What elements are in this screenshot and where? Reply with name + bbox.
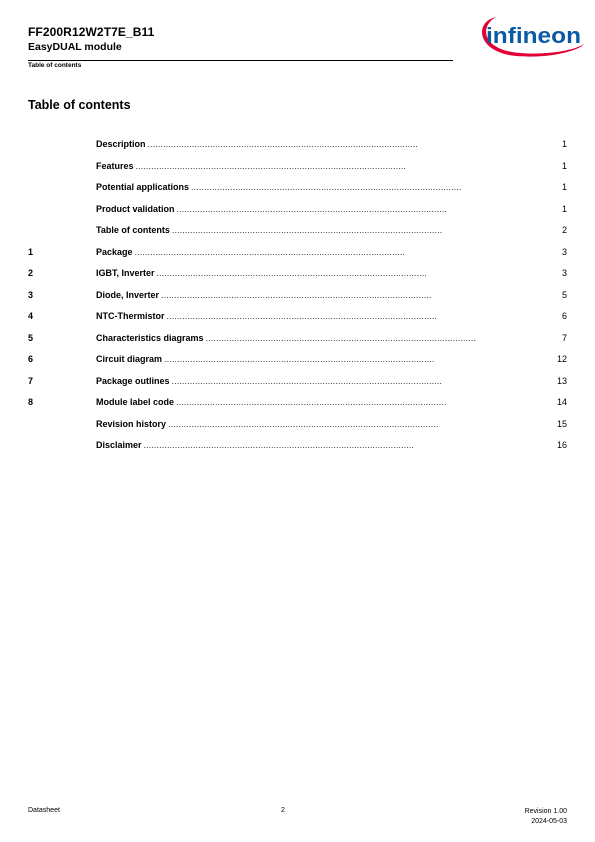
toc-dot-leader: [161, 287, 560, 303]
toc-entry-page[interactable]: 12: [556, 354, 567, 364]
toc-entry-label[interactable]: Package outlines: [96, 375, 170, 386]
toc-entry-label[interactable]: Circuit diagram: [96, 354, 163, 364]
toc-entry-line: [96, 287, 567, 303]
footer-page-number: 2: [281, 807, 285, 814]
toc-entry-page[interactable]: 5: [561, 289, 567, 300]
toc-entry-line: [96, 330, 567, 346]
toc-dot-leader: [164, 351, 555, 367]
toc-entry-line: [96, 244, 567, 260]
toc-dot-leader: [176, 394, 555, 410]
toc-entry[interactable]: [28, 351, 567, 373]
toc-entry[interactable]: [28, 222, 567, 244]
toc-dot-leader: [144, 437, 555, 453]
footer-date: 2024-05-03: [531, 818, 567, 825]
toc-entry[interactable]: [28, 437, 567, 459]
toc-dot-leader: [172, 373, 555, 389]
toc-entry[interactable]: [28, 179, 567, 201]
toc-entry-page[interactable]: 7: [561, 332, 567, 343]
toc-entry[interactable]: [28, 265, 567, 287]
toc-dot-leader: [148, 136, 560, 152]
toc-entry-number: 4: [28, 311, 34, 321]
document-subtitle: EasyDUAL module: [28, 41, 122, 53]
toc-entry-label[interactable]: Package: [96, 246, 133, 257]
toc-entry-line: [96, 265, 567, 281]
toc-entry-number: 2: [28, 268, 34, 278]
infineon-logo: [476, 12, 586, 60]
toc-entry-label[interactable]: Features: [96, 160, 134, 171]
toc-entry-line: [96, 416, 567, 432]
toc-entry-label[interactable]: Characteristics diagrams: [96, 332, 204, 343]
toc-entry-label[interactable]: Module label code: [96, 397, 175, 407]
toc-dot-leader: [191, 179, 560, 195]
toc-entry-line: [96, 351, 567, 367]
toc-entry[interactable]: [28, 244, 567, 266]
toc-dot-leader: [136, 158, 560, 174]
toc-entry[interactable]: [28, 201, 567, 223]
document-title: FF200R12W2T7E_B11: [28, 25, 155, 39]
toc-dot-leader: [167, 308, 560, 324]
toc-entry-number: 1: [28, 246, 34, 257]
toc-entry-number: 7: [28, 375, 34, 386]
toc-entry-line: [96, 179, 567, 195]
toc-entry-page[interactable]: 1: [561, 203, 567, 214]
toc-entry-label[interactable]: Disclaimer: [96, 440, 142, 450]
toc-entry-number: 8: [28, 397, 34, 407]
page-heading: Table of contents: [28, 98, 131, 112]
footer-revision-block: [525, 807, 567, 827]
toc-dot-leader: [168, 416, 555, 432]
toc-entry[interactable]: [28, 158, 567, 180]
toc-dot-leader: [135, 244, 560, 260]
toc-entry-label[interactable]: Product validation: [96, 203, 175, 214]
toc-dot-leader: [177, 201, 560, 217]
toc-entry-line: [96, 394, 567, 410]
toc-entry[interactable]: [28, 136, 567, 158]
toc-entry-number: 5: [28, 332, 34, 343]
toc-entry-number: 3: [28, 289, 34, 300]
header-divider: [28, 60, 453, 61]
toc-entry-page[interactable]: 13: [556, 375, 567, 386]
toc-entry[interactable]: [28, 373, 567, 395]
toc-entry-page[interactable]: 1: [561, 182, 567, 192]
toc-dot-leader: [172, 222, 560, 238]
toc-entry-label[interactable]: Potential applications: [96, 182, 190, 192]
toc-entry-number: 6: [28, 354, 34, 364]
running-section-title: Table of contents: [28, 62, 82, 69]
toc-entry-line: [96, 136, 567, 152]
toc-entry-label[interactable]: Table of contents: [96, 225, 170, 235]
toc-entry-page[interactable]: 16: [556, 440, 567, 450]
table-of-contents: [28, 136, 567, 459]
toc-entry-line: [96, 373, 567, 389]
footer-revision: Revision 1.00: [524, 808, 567, 815]
toc-entry-label[interactable]: Revision history: [96, 418, 167, 429]
toc-entry-label[interactable]: NTC-Thermistor: [96, 311, 165, 321]
toc-entry-page[interactable]: 1: [561, 160, 567, 171]
toc-entry-label[interactable]: IGBT, Inverter: [96, 268, 155, 278]
toc-entry-line: [96, 201, 567, 217]
toc-dot-leader: [206, 330, 560, 346]
toc-entry-line: [96, 308, 567, 324]
toc-entry-page[interactable]: 3: [561, 268, 567, 278]
footer-doc-type: Datasheet: [28, 807, 60, 814]
toc-entry-page[interactable]: 1: [561, 139, 567, 149]
toc-entry-line: [96, 222, 567, 238]
toc-entry-label[interactable]: Diode, Inverter: [96, 289, 160, 300]
toc-dot-leader: [157, 265, 560, 281]
toc-entry-page[interactable]: 3: [561, 246, 567, 257]
toc-entry[interactable]: [28, 287, 567, 309]
toc-entry-line: [96, 158, 567, 174]
toc-entry[interactable]: [28, 416, 567, 438]
toc-entry[interactable]: [28, 394, 567, 416]
toc-entry-page[interactable]: 14: [556, 397, 567, 407]
toc-entry-page[interactable]: 6: [561, 311, 567, 321]
logo-wordmark: infineon: [486, 23, 581, 48]
toc-entry-label[interactable]: Description: [96, 139, 146, 149]
toc-entry-page[interactable]: 15: [556, 418, 567, 429]
toc-entry-page[interactable]: 2: [561, 225, 567, 235]
toc-entry[interactable]: [28, 308, 567, 330]
toc-entry-line: [96, 437, 567, 453]
toc-entry[interactable]: [28, 330, 567, 352]
